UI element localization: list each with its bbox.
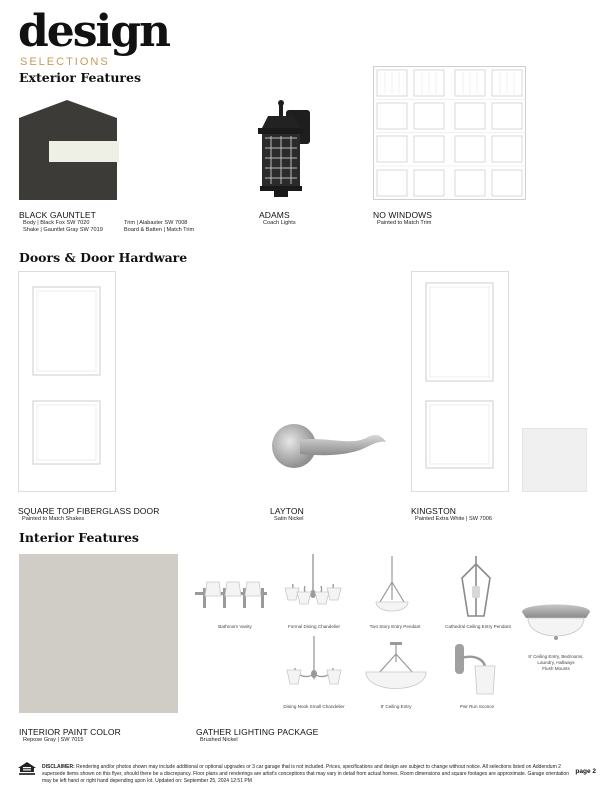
square-top-name: SQUARE TOP FIBERGLASS DOOR — [18, 506, 160, 516]
sconce-icon — [451, 640, 503, 698]
repose-gray-swatch — [19, 554, 178, 713]
gauntlet-name: BLACK GAUNTLET — [19, 210, 96, 220]
disclaimer-text — [42, 764, 570, 785]
door-lever-icon — [270, 420, 388, 472]
doors-title: Doors & Door Hardware — [19, 250, 188, 265]
adams-sub: Coach Lights — [263, 220, 296, 226]
disclaimer-label: DISCLAIMER: — [42, 764, 75, 770]
square-top-door-swatch — [18, 271, 116, 492]
flush-label: 8' Ceiling Entry, Bedrooms, Laundry, Hallways Flush Mounts — [528, 654, 584, 671]
equal-housing-icon — [18, 762, 36, 776]
garage-door-swatch — [373, 66, 526, 200]
fixture-label-ceiling-entry: 9' Ceiling Entry — [380, 704, 412, 709]
gauntlet-board: Board & Batten | Match Trim — [124, 227, 195, 233]
adams-name: ADAMS — [259, 210, 290, 220]
fixture-label-cage: Cathedral Ceiling Entry Pendant — [445, 624, 511, 629]
coach-light-icon — [252, 98, 314, 203]
fixture-label-pendant: Two Story Entry Pendant — [369, 624, 421, 629]
black-gauntlet-swatch — [19, 100, 119, 200]
fixture-label-chandelier: Formal Dining Chandelier — [287, 624, 341, 629]
garage-name: NO WINDOWS — [373, 210, 433, 220]
logo-selections: SELECTIONS — [20, 56, 110, 68]
gauntlet-shake: Shake | Gauntlet Gray SW 7019 — [23, 227, 103, 233]
lighting-sub: Brushed Nickel — [200, 737, 238, 743]
semi-flush-icon — [364, 640, 428, 696]
fixture-label-sconce: Pwr Run Sconce — [459, 704, 495, 709]
exterior-title: Exterior Features — [19, 70, 141, 85]
kingston-name: KINGSTON — [411, 506, 457, 516]
cage-pendant-icon — [458, 556, 494, 620]
flush-mount-icon — [520, 598, 592, 646]
kingston-door-swatch — [411, 271, 509, 492]
interior-title: Interior Features — [19, 530, 139, 545]
paint-sub: Repose Gray | SW 7015 — [23, 737, 84, 743]
lighting-name: GATHER LIGHTING PACKAGE — [196, 727, 319, 737]
pendant-icon — [372, 556, 412, 620]
layton-sub: Satin Nickel — [274, 516, 304, 522]
logo-design: design — [18, 6, 170, 57]
fixture-label-vanity: Bathroom Vanity — [218, 624, 252, 629]
chandelier-icon — [281, 554, 345, 620]
disclaimer-body: Rendering and/or photos shown may include additional or optional upgrades or 3 car garage that is not included. Prices, specifications and design are subject to change without notice. All selections listed on Addendum 2 supersede items shown on this flyer, should there be a discrepancy. Floor plans and renderings are artist's conceptions that may vary in detail from actual homes. Room dimensions and square footages are approximate. Garage orientation may be left hand or right hand depending upon lot. Updated on: September 25, 2024 12:51 PM — [42, 764, 569, 784]
extra-white-swatch — [522, 428, 587, 492]
gauntlet-body: Body | Black Fox SW 7020 — [23, 220, 90, 226]
square-top-sub: Painted to Match Shakes — [22, 516, 85, 522]
kingston-sub: Painted Extra White | SW 7006 — [415, 516, 493, 522]
layton-name: LAYTON — [270, 506, 304, 516]
paint-name: INTERIOR PAINT COLOR — [19, 727, 121, 737]
page-number: page 2 — [575, 768, 596, 775]
fixture-label-small-chandelier: Dining Nook Small Chandelier — [283, 704, 345, 709]
gauntlet-trim: Trim | Alabaster SW 7008 — [124, 220, 188, 226]
vanity-light-icon — [193, 578, 269, 612]
garage-sub: Painted to Match Trim — [377, 220, 432, 226]
small-chandelier-icon — [283, 636, 345, 698]
